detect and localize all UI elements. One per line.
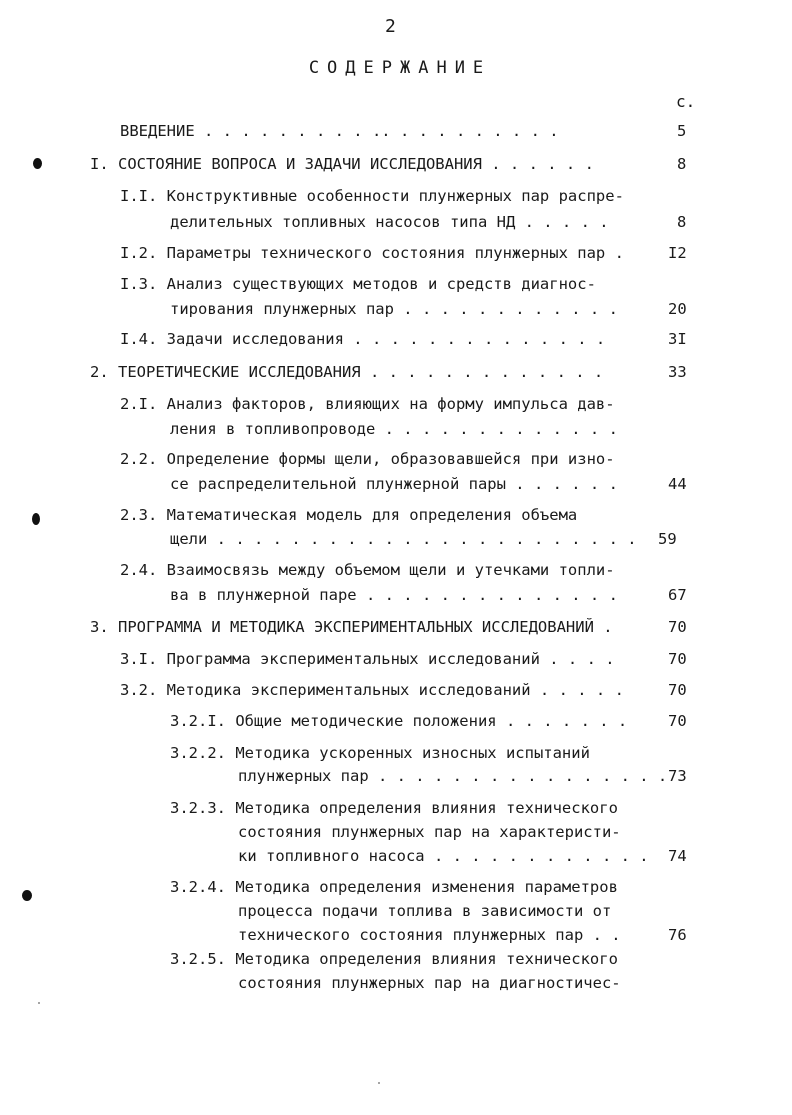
toc-page-2-4: 67 — [668, 586, 687, 604]
toc-entry-1-1-cont: делительных топливных насосов типа НД . . . . . — [170, 213, 609, 231]
toc-entry-1-4: I.4. Задачи исследования . . . . . . . . . . . . . . — [120, 330, 606, 348]
toc-entry-1-3: I.3. Анализ существующих методов и средств диагнос- — [120, 275, 596, 293]
page-column-label: с. — [676, 92, 696, 111]
toc-page-2-3: 59 — [658, 530, 677, 548]
toc-entry-3-2-4-cont2: технического состояния плунжерных пар . . — [238, 926, 621, 944]
toc-entry-3-2-3-cont1: состояния плунжерных пар на характеристи- — [238, 823, 621, 841]
toc-page-1-2: I2 — [668, 244, 687, 262]
toc-entry-3-2-4: 3.2.4. Методика определения изменения параметров — [170, 878, 618, 896]
toc-entry-chapter-1: I. СОСТОЯНИЕ ВОПРОСА И ЗАДАЧИ ИССЛЕДОВАНИЯ . . . . . . — [90, 155, 594, 173]
toc-entry-3-2: 3.2. Методика экспериментальных исследований . . . . . — [120, 681, 624, 699]
toc-entry-3-2-2-cont: плунжерных пар . . . . . . . . . . . . . . . . — [238, 767, 668, 785]
toc-page-2-2: 44 — [668, 475, 687, 493]
binding-hole-mark — [33, 158, 42, 169]
toc-entry-2-1-cont: ления в топливопроводе . . . . . . . . . . . . . — [170, 420, 618, 438]
toc-entry-3-2-3-cont2: ки топливного насоса . . . . . . . . . . . . — [238, 847, 649, 865]
toc-page-3-2: 70 — [668, 681, 687, 699]
toc-entry-1-1: I.I. Конструктивные особенности плунжерных пар распре- — [120, 187, 624, 205]
toc-entry-3-1: 3.I. Программа экспериментальных исследований . . . . — [120, 650, 615, 668]
toc-entry-2-2: 2.2. Определение формы щели, образовавшейся при изно- — [120, 450, 615, 468]
toc-page-3-2-4: 76 — [668, 926, 687, 944]
toc-entry-3-2-4-cont1: процесса подачи топлива в зависимости от — [238, 902, 612, 920]
toc-entry-2-4: 2.4. Взаимосвязь между объемом щели и утечками топли- — [120, 561, 615, 579]
toc-page-3-2-3: 74 — [668, 847, 687, 865]
toc-page-intro: 5 — [677, 122, 687, 140]
toc-page-chapter-1: 8 — [677, 155, 687, 173]
toc-entry-1-2: I.2. Параметры технического состояния плунжерных пар . — [120, 244, 624, 262]
toc-page-3-2-1: 70 — [668, 712, 687, 730]
toc-entry-3-2-3: 3.2.3. Методика определения влияния технического — [170, 799, 618, 817]
toc-entry-3-2-1: 3.2.I. Общие методические положения . . . . . . . — [170, 712, 628, 730]
binding-hole-mark — [22, 890, 32, 901]
toc-entry-3-2-2: 3.2.2. Методика ускоренных износных испытаний — [170, 744, 590, 762]
toc-page-chapter-2: 33 — [668, 363, 687, 381]
scan-speck — [378, 1082, 380, 1084]
toc-entry-intro: ВВЕДЕНИЕ . . . . . . . . . .. . . . . . . . . . — [120, 122, 559, 140]
page-title: СОДЕРЖАНИЕ — [308, 58, 492, 78]
toc-entry-2-2-cont: се распределительной плунжерной пары . . . . . . — [170, 475, 618, 493]
toc-entry-2-3-cont: щели . . . . . . . . . . . . . . . . . . . . . . . — [170, 530, 637, 548]
toc-entry-3-2-5: 3.2.5. Методика определения влияния технического — [170, 950, 618, 968]
toc-entry-1-3-cont: тирования плунжерных пар . . . . . . . . . . . . — [170, 300, 618, 318]
binding-hole-mark — [32, 513, 40, 525]
toc-entry-2-4-cont: ва в плунжерной паре . . . . . . . . . . . . . . — [170, 586, 618, 604]
toc-page-1-4: 3I — [668, 330, 687, 348]
toc-page-1-1: 8 — [677, 213, 687, 231]
scan-speck — [38, 1002, 40, 1004]
toc-page-3-1: 70 — [668, 650, 687, 668]
toc-entry-chapter-2: 2. ТЕОРЕТИЧЕСКИЕ ИССЛЕДОВАНИЯ . . . . . . . . . . . . . — [90, 363, 604, 381]
toc-page-3-2-2: 73 — [668, 767, 687, 785]
toc-entry-2-3: 2.3. Математическая модель для определения объема — [120, 506, 578, 524]
toc-page-1-3: 20 — [668, 300, 687, 318]
toc-entry-2-1: 2.I. Анализ факторов, влияющих на форму импульса дав- — [120, 395, 615, 413]
page-number: 2 — [385, 16, 396, 37]
toc-entry-chapter-3: 3. ПРОГРАММА И МЕТОДИКА ЭКСПЕРИМЕНТАЛЬНЫХ ИССЛЕДОВАНИЙ . — [90, 618, 613, 636]
toc-entry-3-2-5-cont: состояния плунжерных пар на диагностичес- — [238, 974, 621, 992]
toc-page-chapter-3: 70 — [668, 618, 687, 636]
